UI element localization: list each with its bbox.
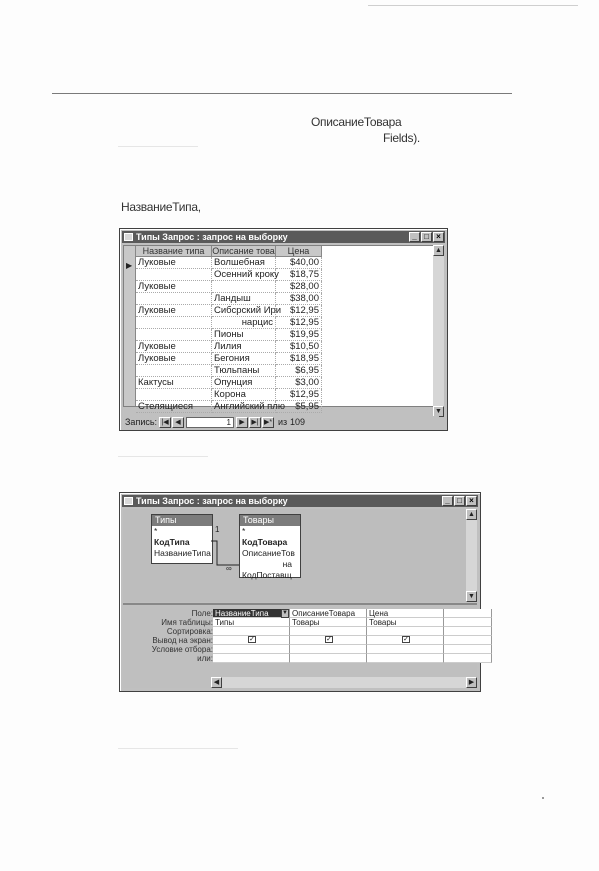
field-dropdown-icon[interactable]: ▼ [282,610,288,616]
last-record-icon[interactable]: ▶| [249,417,261,428]
table-products-title[interactable]: Товары [240,515,300,526]
datasheet-grid[interactable] [123,245,441,412]
show-checkbox[interactable] [213,636,290,645]
query-icon [124,233,133,241]
record-number-field[interactable] [186,417,234,428]
checkmark-icon: ✓ [403,636,409,643]
cell-type[interactable]: Луковые [136,341,212,353]
faint-mark [118,456,208,457]
table-row[interactable] [136,329,440,341]
grid-cell[interactable] [367,654,444,663]
scroll-up-icon[interactable]: ▲ [433,245,444,256]
grid-cell[interactable] [367,645,444,654]
table-row[interactable] [136,389,440,401]
cell-desc[interactable]: Ландыш [212,293,276,305]
cell-price[interactable]: $19,95 [276,329,322,341]
upper-vertical-scrollbar[interactable] [466,509,477,602]
cell-desc[interactable] [212,281,276,293]
record-selector-column[interactable] [124,246,136,406]
pane-splitter[interactable] [123,603,477,605]
current-record-arrow-icon: ▶ [126,261,133,270]
grid-cell[interactable] [444,654,492,663]
top-rule [368,5,578,6]
query-icon [124,497,133,505]
join-one-label: 1 [215,525,220,534]
cell-price[interactable]: $28,00 [276,281,322,293]
scroll-down-icon[interactable]: ▼ [466,591,477,602]
table-row[interactable] [136,305,440,317]
table-types[interactable] [151,514,213,564]
datasheet-window [119,228,448,431]
scroll-right-icon[interactable]: ▶ [466,677,477,688]
cell-type[interactable]: Луковые [136,257,212,269]
show-checkbox[interactable] [290,636,367,645]
scroll-down-icon[interactable]: ▼ [433,406,444,417]
field-item[interactable]: на [282,559,292,569]
grid-cell[interactable] [290,627,367,636]
page-divider [52,93,512,94]
cell-desc[interactable]: нарцис [212,317,276,329]
cell-price[interactable]: $38,00 [276,293,322,305]
grid-cell[interactable] [444,627,492,636]
cell-price[interactable]: $5,95 [276,401,322,413]
table-row[interactable] [136,353,440,365]
field-cell[interactable]: НазваниеТипа [213,609,290,618]
cell-price[interactable]: $18,75 [276,269,322,281]
cell-desc[interactable]: Тюльпаны [212,365,276,377]
cell-price[interactable]: $12,95 [276,389,322,401]
field-cell[interactable]: Цена [367,609,444,618]
table-row[interactable] [136,317,440,329]
window-title: Типы Запрос : запрос на выборку [136,496,288,506]
record-total: 109 [290,417,306,427]
cell-desc[interactable]: Английский плю [214,401,285,412]
table-row[interactable] [136,341,440,353]
field-name-text: ОписаниеТовара [311,115,402,129]
close-button[interactable]: × [466,496,477,506]
cell-desc[interactable]: Волшебная [212,257,276,269]
table-row[interactable] [136,365,440,377]
table-row[interactable] [136,377,440,389]
checkmark-icon: ✓ [249,636,255,643]
faint-mark [118,748,238,749]
record-of-label: из [278,417,288,427]
column-header-description[interactable]: Описание това [212,246,275,256]
row-label: Условие отбора: [151,645,213,654]
column-header-price[interactable]: Цена [276,246,322,257]
new-record-icon[interactable]: ▶* [263,419,273,426]
cell-price[interactable]: $3,00 [276,377,322,389]
cell-price[interactable]: $6,95 [276,365,322,377]
datasheet-titlebar[interactable] [122,231,445,243]
cell-desc[interactable]: Пионы [212,329,276,341]
table-row[interactable] [136,269,440,281]
faint-mark [118,146,198,147]
field-item[interactable]: КодТипа [154,537,190,547]
field-item[interactable]: * [242,526,246,536]
grid-cell[interactable] [213,627,290,636]
field-item[interactable]: * [154,526,158,536]
table-products[interactable] [239,514,301,578]
scroll-left-icon[interactable]: ◀ [211,677,222,688]
field-item[interactable]: КодПоставщ [242,570,292,580]
minimize-button[interactable]: _ [442,496,453,506]
cell-type[interactable]: Стелящиеся [136,401,212,413]
cell-price[interactable]: $12,95 [276,305,322,317]
table-cell[interactable]: Типы [213,618,290,627]
grid-cell[interactable] [213,654,290,663]
maximize-button[interactable]: □ [454,496,465,506]
field-item[interactable]: ОписаниеТов [242,548,295,558]
cell-price[interactable]: $18,95 [276,353,322,365]
checkmark-icon: ✓ [326,636,332,643]
field-cell[interactable]: ОписаниеТовара [290,609,367,618]
field-item[interactable]: НазваниеТипа [154,548,211,558]
grid-cell[interactable] [290,654,367,663]
type-name-text: НазваниеТипа, [121,200,201,214]
query-titlebar[interactable] [122,495,478,507]
grid-cell[interactable] [444,618,492,627]
field-item[interactable]: КодТовара [242,537,288,547]
row-label: или: [197,654,213,663]
cell-type[interactable]: Луковые [136,353,212,365]
grid-cell[interactable] [290,645,367,654]
row-label: Сортировка: [166,627,213,636]
record-label: Запись: [125,417,158,427]
empty-area [435,245,444,417]
cell-desc[interactable]: Осенний кроку [214,269,279,280]
grid-cell[interactable] [444,609,492,618]
table-row[interactable] [136,293,440,305]
join-many-label: ∞ [226,564,232,573]
maximize-button[interactable]: □ [421,232,432,242]
window-title: Типы Запрос : запрос на выборку [136,232,288,242]
cell-type[interactable]: Луковые [136,305,212,317]
fields-text: Fields). [383,131,420,145]
speck [542,797,544,799]
close-button[interactable]: × [433,232,444,242]
first-record-icon[interactable]: |◀ [159,417,171,428]
prev-record-icon[interactable]: ◀ [172,417,184,428]
next-record-icon[interactable]: ▶ [236,417,248,428]
grid-cell[interactable] [213,645,290,654]
table-cell[interactable]: Товары [367,618,444,627]
cell-type[interactable]: Кактусы [136,377,212,389]
scroll-up-icon[interactable]: ▲ [466,509,477,520]
cell-desc[interactable]: Лилия [212,341,276,353]
cell-desc[interactable]: Корона [212,389,276,401]
table-cell[interactable]: Товары [290,618,367,627]
row-label: Имя таблицы: [161,618,213,627]
column-header-type[interactable]: Название типа [136,246,212,257]
vertical-scrollbar[interactable] [433,245,444,417]
table-row[interactable] [136,257,440,269]
query-design-window [119,492,481,692]
cell-type[interactable] [136,269,212,281]
cell-price[interactable]: $40,00 [276,257,322,269]
cell-type[interactable] [136,317,212,329]
grid-cell[interactable] [367,627,444,636]
show-checkbox[interactable] [367,636,444,645]
cell-type[interactable] [136,329,212,341]
table-row[interactable] [136,281,440,293]
cell-type[interactable] [136,293,212,305]
cell-price[interactable]: $10,50 [276,341,322,353]
cell-desc[interactable]: Сибсрский Ири [214,305,282,316]
cell-type[interactable] [136,365,212,377]
cell-type[interactable]: Луковые [136,281,212,293]
table-pane[interactable] [123,509,466,602]
table-row[interactable] [136,401,440,413]
record-number: 1 [226,418,231,427]
minimize-button[interactable]: _ [409,232,420,242]
record-navigator [123,416,439,429]
cell-type[interactable] [136,389,212,401]
row-label: Вывод на экран: [152,636,213,645]
table-types-title[interactable]: Типы [152,515,212,526]
horizontal-scrollbar[interactable] [211,677,477,688]
row-label: Поле: [191,609,213,618]
cell-price[interactable]: $12,95 [276,317,322,329]
design-grid[interactable] [123,606,477,688]
grid-cell[interactable] [444,636,492,645]
cell-desc[interactable]: Опунция [212,377,276,389]
cell-desc[interactable]: Бегония [212,353,276,365]
grid-cell[interactable] [444,645,492,654]
